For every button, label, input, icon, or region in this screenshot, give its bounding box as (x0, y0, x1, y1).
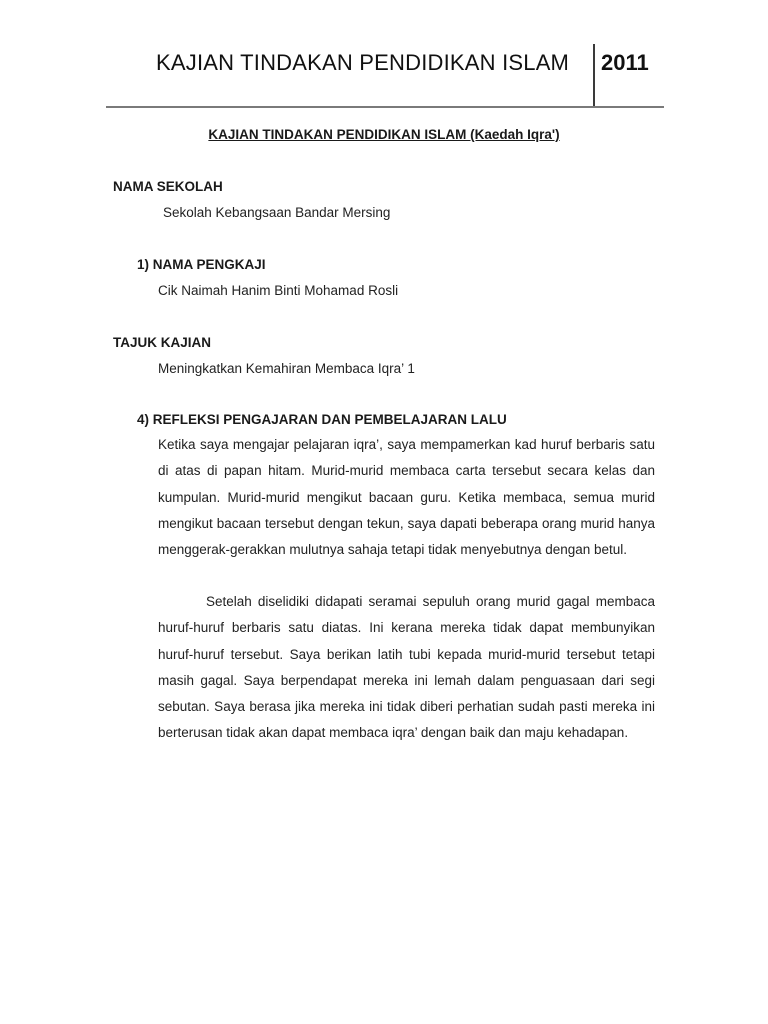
reflection-paragraph-2: Setelah diselidiki didapati seramai sepuluh orang murid gagal membaca huruf-huruf berbaris satu diatas. Ini kerana mereka tidak dapat membunyikan huruf-huruf tersebut. Saya berikan latih tubi kepada murid-murid tersebut tetapi masih gagal. Saya berpendapat mereka ini lemah dalam penguasaan dari segi sebutan. Saya berasa jika mereka ini tidak diberi perhatian sudah pasti mereka ini berterusan tidak akan dapat membaca iqra’ dengan baik dan maju kehadapan. (158, 594, 655, 741)
header-title: KAJIAN TINDAKAN PENDIDIKAN ISLAM (156, 50, 570, 75)
topic-value: Meningkatkan Kemahiran Membaca Iqra’ 1 (158, 361, 415, 376)
researcher-value: Cik Naimah Hanim Binti Mohamad Rosli (158, 283, 399, 298)
reflection-paragraph-1: Ketika saya mengajar pelajaran iqra’, saya mempamerkan kad huruf berbaris satu di atas di papan hitam. Murid-murid membaca carta tersebut secara kelas dan kumpulan. Murid-murid mengikut bacaan guru. Ketika membaca, semua murid mengikut bacaan tersebut dengan tekun, saya dapati beberapa orang murid hanya menggerak-gerakkan mulutnya sahaja tetapi tidak menyebutnya dengan betul. (158, 437, 655, 558)
document-title: KAJIAN TINDAKAN PENDIDIKAN ISLAM (Kaedah Iqra') (208, 127, 560, 142)
school-label: NAMA SEKOLAH (113, 179, 223, 194)
school-value: Sekolah Kebangsaan Bandar Mersing (163, 205, 391, 220)
topic-label: TAJUK KAJIAN (113, 335, 212, 350)
header-divider-horizontal (106, 106, 664, 108)
researcher-label: 1) NAMA PENGKAJI (137, 257, 266, 272)
header-divider-vertical (593, 44, 595, 107)
header-year: 2011 (601, 50, 649, 75)
reflection-label: 4) REFLEKSI PENGAJARAN DAN PEMBELAJARAN LALU (137, 412, 507, 427)
